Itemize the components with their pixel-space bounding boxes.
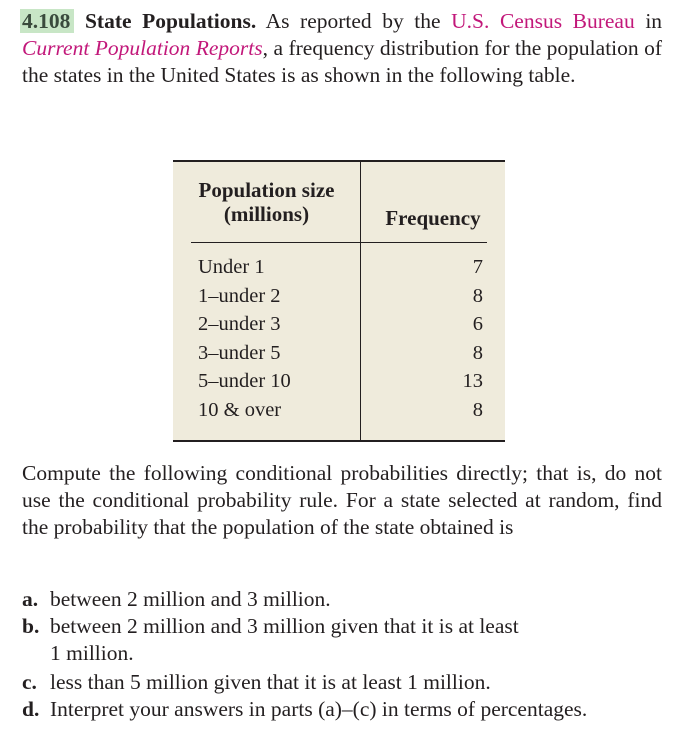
table-row	[173, 285, 505, 314]
frequency-table	[173, 160, 505, 442]
question-part-a	[22, 586, 662, 613]
part-label: b.	[22, 614, 40, 638]
cell-population-size: 2–under 3	[198, 313, 281, 336]
cell-frequency: 7	[472, 256, 483, 278]
report-title-link[interactable]: Current Population Reports	[22, 36, 263, 61]
cell-frequency: 13	[462, 370, 483, 393]
table-row	[173, 342, 505, 371]
cell-frequency: 6	[472, 313, 483, 336]
cell-frequency: 8	[472, 284, 483, 307]
part-label: c.	[22, 670, 37, 694]
question-part-b	[22, 613, 662, 667]
cell-population-size: 3–under 5	[198, 341, 281, 364]
cell-population-size: 10 & over	[198, 398, 282, 421]
table-row	[173, 256, 505, 285]
census-bureau-link[interactable]: U.S. Census Bureau	[451, 9, 635, 33]
cell-frequency: 8	[472, 341, 483, 364]
part-text-line2: 1 million.	[50, 641, 134, 666]
intro-text-1: As reported by the	[265, 9, 441, 33]
exercise-number: 4.108	[20, 9, 74, 33]
part-label: d.	[22, 697, 40, 721]
header-frequency: Frequency	[385, 206, 481, 230]
header-population-size-line2: (millions)	[223, 202, 310, 226]
part-text: less than 5 million given that it is at least 1 million.	[50, 670, 491, 694]
intro-text-in: in	[645, 9, 663, 33]
exercise-intro	[22, 8, 662, 90]
exercise-title: State Populations.	[84, 9, 257, 33]
cell-frequency: 8	[472, 398, 483, 421]
header-population-size-line1: Population size	[198, 178, 335, 202]
table-row	[173, 313, 505, 342]
part-text: between 2 million and 3 million.	[50, 587, 331, 611]
table-row	[173, 399, 505, 428]
cell-population-size: 1–under 2	[198, 284, 281, 307]
question-text: Compute the following conditional probabilities directly; that is, do not use the conditional probability rule. For a state selected at random, find the probability that the population of the state obtained is	[22, 461, 662, 540]
part-text-line1: between 2 million and 3 million given that it is at least	[50, 614, 519, 638]
question-part-d	[22, 696, 662, 723]
question-part-c	[22, 669, 662, 696]
part-label: a.	[22, 587, 39, 611]
header-population-size	[173, 178, 360, 226]
table-header-rule	[191, 242, 487, 243]
cell-population-size: Under 1	[198, 256, 265, 278]
table-row	[173, 370, 505, 399]
intro-text-2: , a frequency distribution for the population of the states in the United States is as shown in the following table.	[22, 36, 663, 88]
part-text: Interpret your answers in parts (a)–(c) in terms of percentages.	[50, 697, 588, 721]
cell-population-size: 5–under 10	[198, 370, 291, 393]
table-body	[173, 256, 505, 428]
